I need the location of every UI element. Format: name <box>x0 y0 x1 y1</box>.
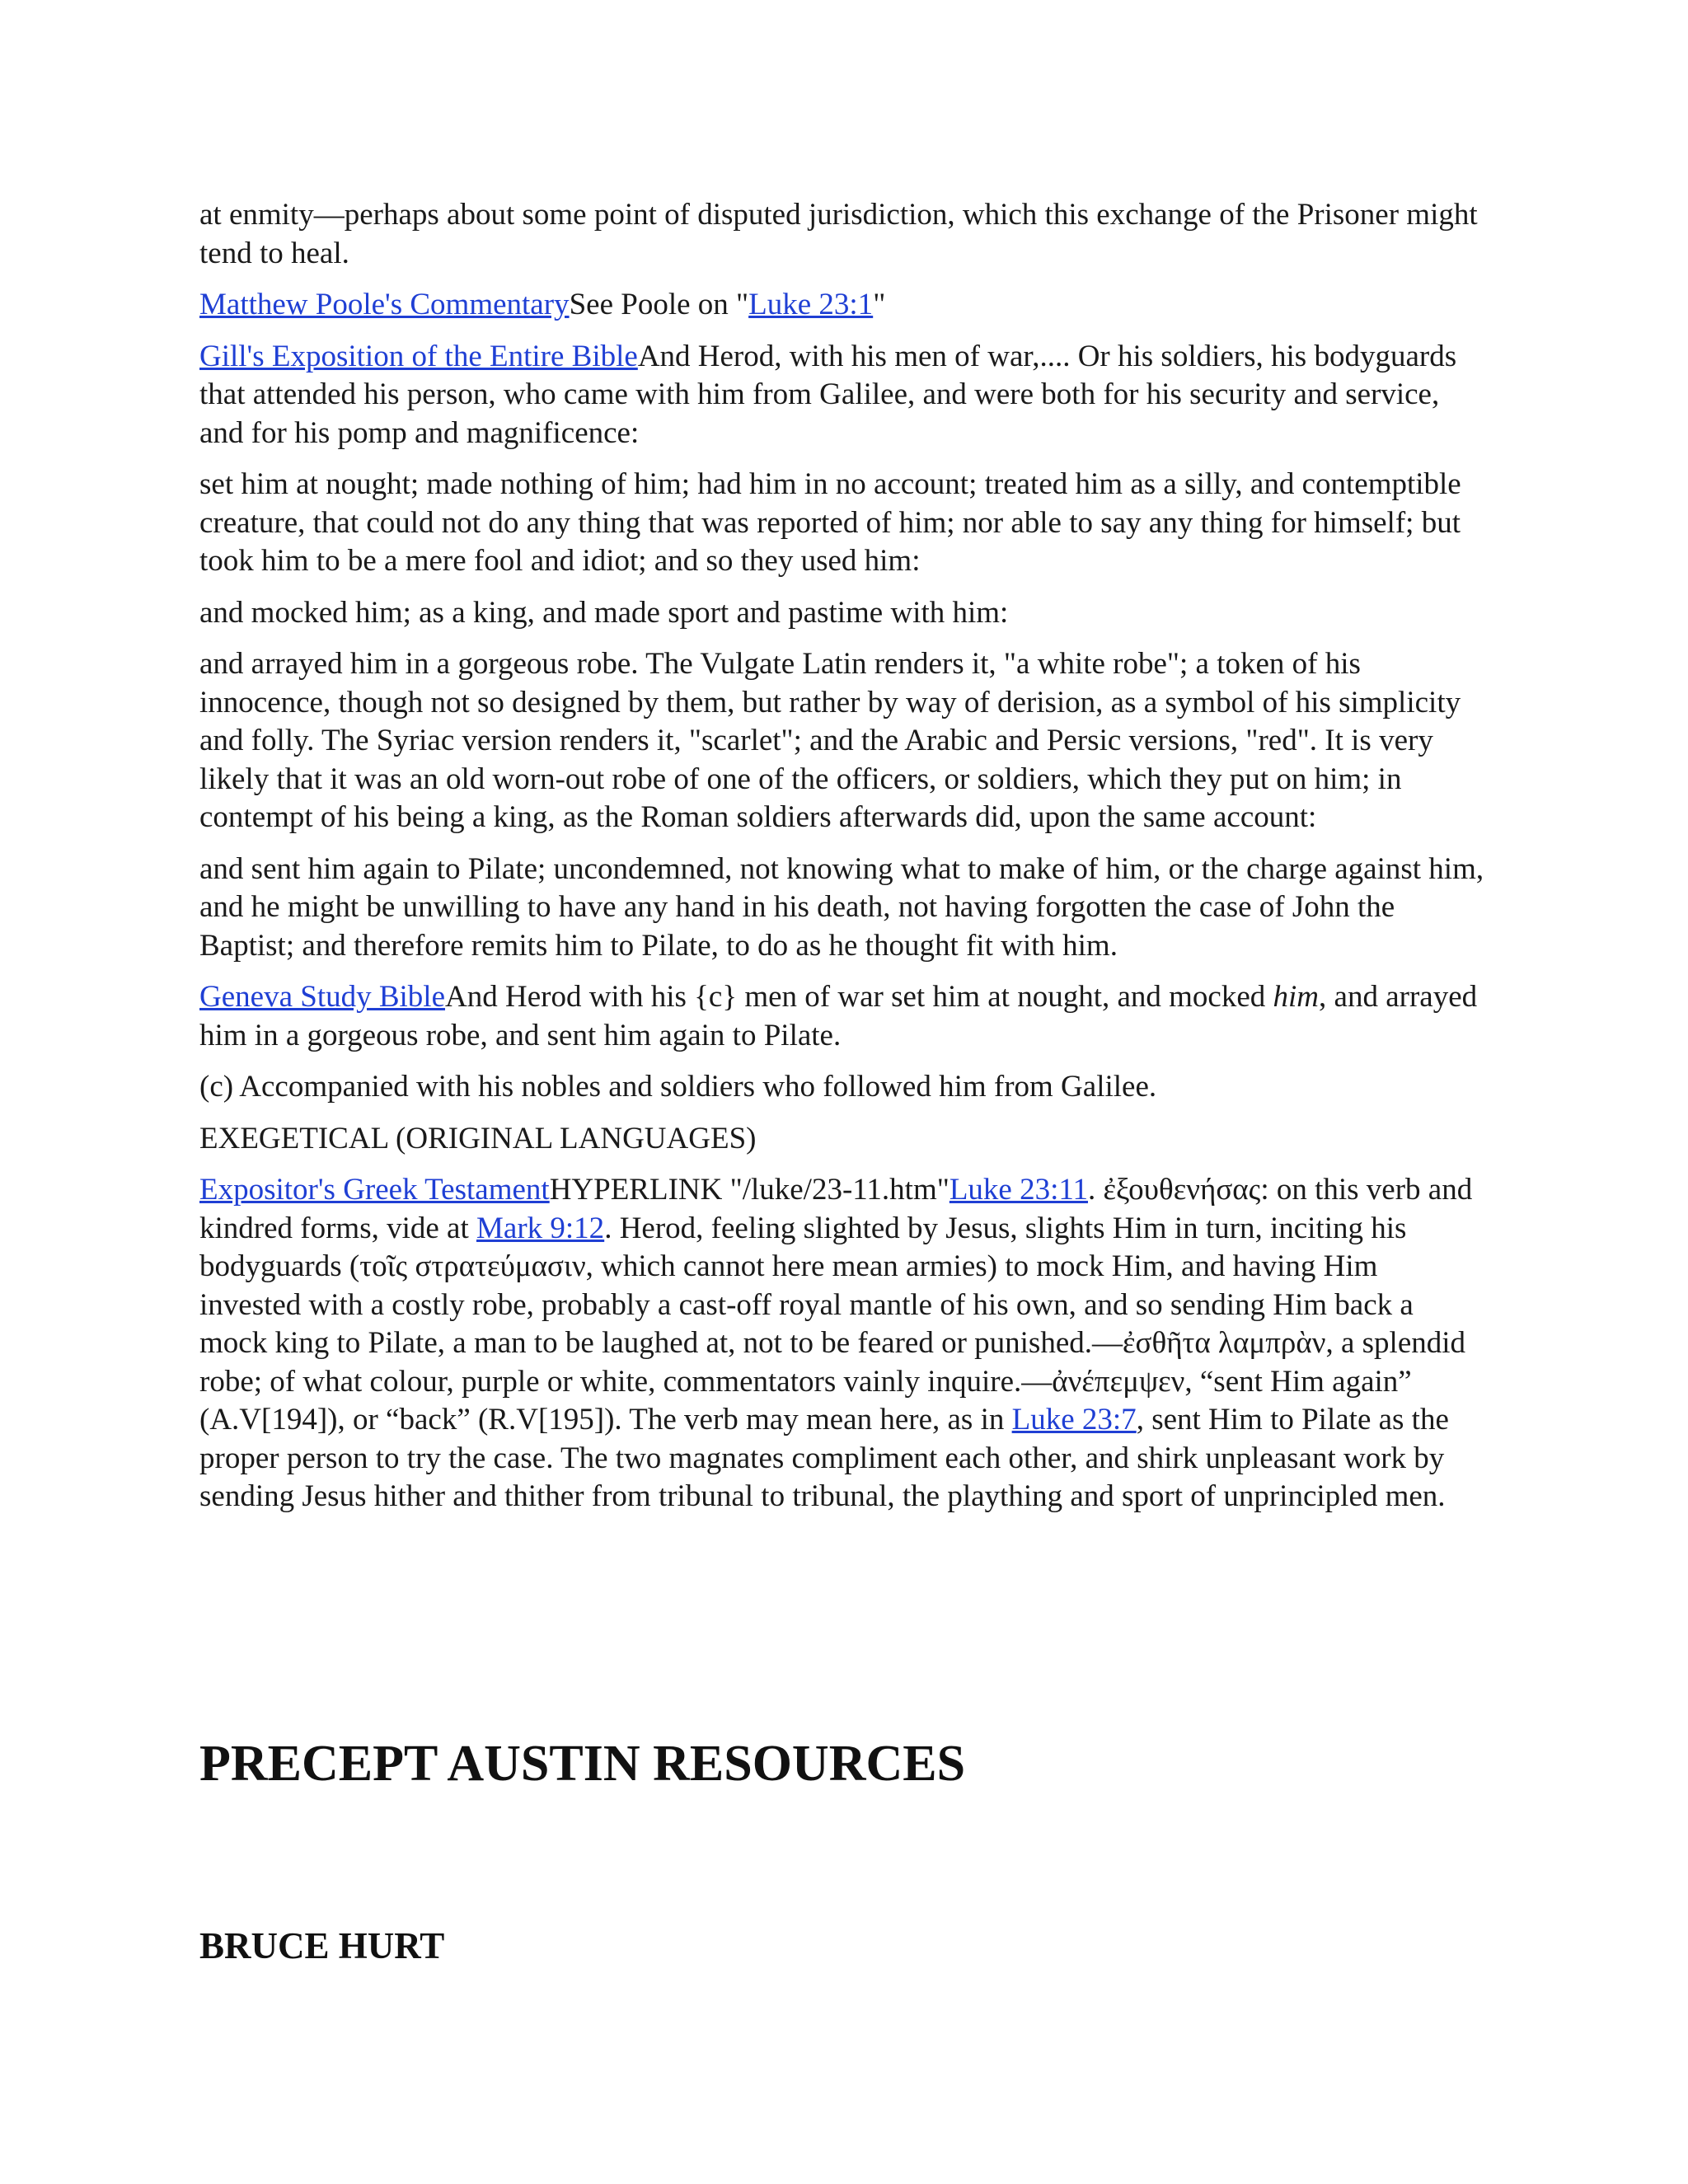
geneva-text-before: And Herod with his {c} men of war set him at nought, and mocked <box>445 980 1273 1014</box>
gill-text-4: and arrayed him in a gorgeous robe. The Vulgate Latin renders it, "a white robe"; a token of his innocence, though not so designed by them, but rather by way of derision, as a symbol of his simplicity and folly. The Syriac version renders it, "scarlet"; and the Arabic and Persic versions, "red". It is very likely that it was an old worn-out robe of one of the officers, or soldiers, which they put on him; in contempt of his being a king, as the Roman soldiers afterwards did, upon the same account: <box>199 647 1461 834</box>
gill-paragraph-5 <box>199 851 1485 966</box>
poole-commentary-link[interactable]: Matthew Poole's Commentary <box>199 288 570 321</box>
intro-text: at enmity—perhaps about some point of disputed jurisdiction, which this exchange of the Prisoner might tend to heal. <box>199 198 1478 270</box>
geneva-note-text: (c) Accompanied with his nobles and soldiers who followed him from Galilee. <box>199 1070 1157 1104</box>
precept-austin-heading: PRECEPT AUSTIN RESOURCES <box>199 1736 966 1792</box>
document-body <box>199 196 1485 1530</box>
gill-exposition-link[interactable]: Gill's Exposition of the Entire Bible <box>199 339 638 373</box>
gill-text-3: and mocked him; as a king, and made sport and pastime with him: <box>199 595 1009 630</box>
luke-23-1-link[interactable]: Luke 23:1 <box>748 288 874 321</box>
geneva-text-after: , and arrayed him in a gorgeous robe, and sent him again to Pilate. <box>199 980 1478 1052</box>
expositor-hyperlink-text: HYPERLINK "/luke/23-11.htm" <box>549 1173 950 1207</box>
intro-paragraph <box>199 196 1485 273</box>
expositor-text-2: . Herod, feeling slighted by Jesus, slights Him in turn, inciting his bodyguards (τοῖς στρατεύμασιν, which cannot here mean armies) to mock Him, and having Him invested with a costly robe, probably a cast-off royal mantle of his own, and so sending Him back a mock king to Pilate, a man to be laughed at, not to be feared or punished.—ἐσθῆτα λαμπρὰν, a splendid robe; of what colour, purple or white, commentators vainly inquire.—ἀνέπεμψεν, “sent Him again” (A.V[194]), or “back” (R.V[195]). The verb may mean here, as in <box>199 1211 1466 1436</box>
gill-paragraph-3 <box>199 594 1485 633</box>
gill-text-5: and sent him again to Pilate; uncondemned, not knowing what to make of him, or the charge against him, and he might be unwilling to have any hand in his death, not having forgotten the case of John the Baptist; and therefore remits him to Pilate, to do as he thought fit with him. <box>199 851 1484 963</box>
geneva-text-italic: him <box>1273 980 1320 1014</box>
gill-paragraph-2 <box>199 466 1485 581</box>
geneva-note <box>199 1068 1485 1107</box>
expositor-text-1: . ἐξουθενήσας: on this verb and kindred forms, vide at <box>199 1173 1473 1245</box>
expositor-paragraph <box>199 1171 1485 1516</box>
expositors-greek-testament-link[interactable]: Expositor's Greek Testament <box>199 1173 550 1207</box>
geneva-study-bible-link[interactable]: Geneva Study Bible <box>199 980 446 1014</box>
exegetical-heading-text: EXEGETICAL (ORIGINAL LANGUAGES) <box>199 1121 757 1155</box>
mark-9-12-link[interactable]: Mark 9:12 <box>476 1211 605 1245</box>
luke-23-11-link[interactable]: Luke 23:11 <box>949 1173 1089 1207</box>
gill-text-2: set him at nought; made nothing of him; had him in no account; treated him as a silly, and contemptible creature, that could not do any thing that was reported of him; nor able to say any thing for himself; but took him to be a mere fool and idiot; and so they used him: <box>199 467 1461 578</box>
bruce-hurt-heading: BRUCE HURT <box>199 1925 445 1966</box>
luke-23-7-link[interactable]: Luke 23:7 <box>1011 1403 1137 1436</box>
gill-text-1: And Herod, with his men of war,.... Or his soldiers, his bodyguards that attended his person, who came with him from Galilee, and were both for his security and service, and for his pomp and magnificence: <box>199 339 1457 450</box>
expositor-text-3: , sent Him to Pilate as the proper person to try the case. The two magnates compliment each other, and shirk unpleasant work by sending Jesus hither and thither from tribunal to tribunal, the plaything and sport of unprincipled men. <box>199 1403 1449 1513</box>
geneva-paragraph <box>199 978 1485 1055</box>
gill-paragraph-4 <box>199 645 1485 837</box>
gill-paragraph-1 <box>199 338 1485 453</box>
poole-text-after: " <box>873 288 886 321</box>
poole-text-before: See Poole on " <box>569 288 749 321</box>
exegetical-heading <box>199 1120 1485 1159</box>
poole-paragraph <box>199 286 1485 325</box>
